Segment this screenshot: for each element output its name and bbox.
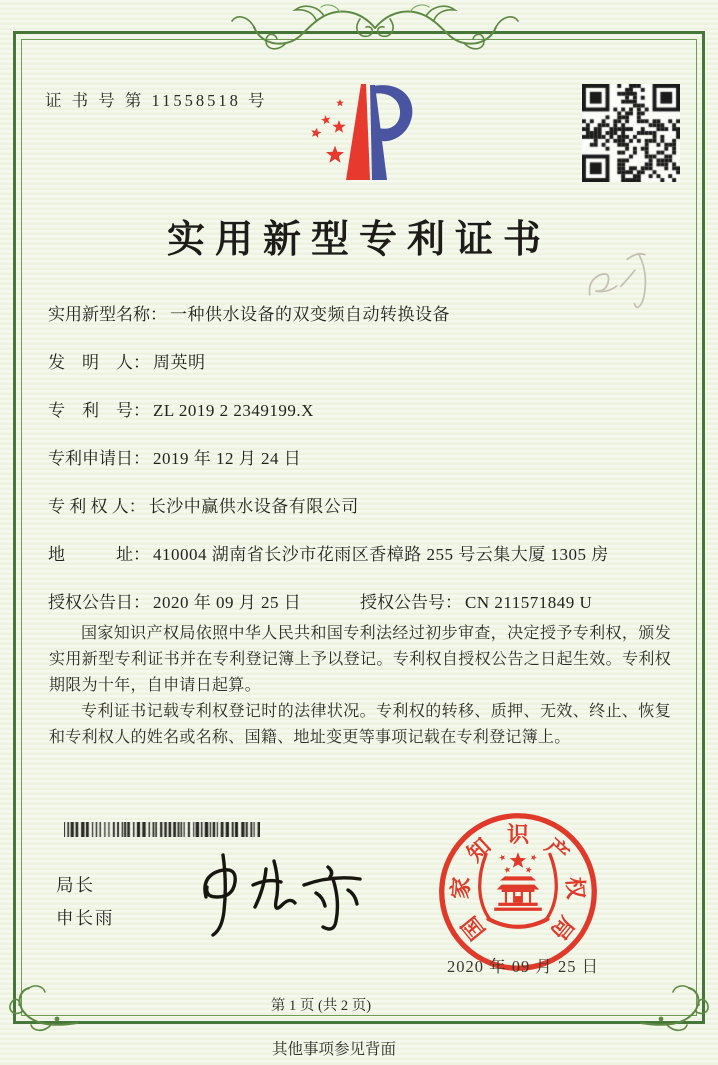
field-row-address <box>48 540 672 564</box>
seal-char: 产 <box>540 833 574 867</box>
grant-no-label: 授权公告号： <box>360 593 462 612</box>
back-note: 其他事项参见背面 <box>271 1041 396 1058</box>
seal-char: 知 <box>462 833 496 867</box>
field-label: 地 址： <box>48 545 150 564</box>
certificate-title: 实用新型专利证书 <box>166 219 551 261</box>
bottom-right-flourish-ornament <box>639 983 713 1043</box>
field-value: ZL 2019 2 2349199.X <box>153 401 314 420</box>
field-label: 专利申请日： <box>48 449 150 468</box>
field-row-inventor <box>48 348 672 372</box>
field-value: 一种供水设备的双变频自动转换设备 <box>170 305 450 324</box>
field-label: 实用新型名称： <box>48 305 167 324</box>
qr-code <box>582 84 680 182</box>
field-value: 长沙中赢供水设备有限公司 <box>148 497 359 516</box>
field-row-patent-no <box>48 396 672 420</box>
body-paragraph-2: 专利证书记载专利权登记时的法律状况。专利权的转移、质押、无效、终止、恢复和专利权人的姓名或名称、国籍、地址变更等事项记载在专利登记簿上。 <box>49 703 671 746</box>
certificate-number: 证 书 号 第 11558518 号 <box>45 91 268 110</box>
signer-name: 申长雨 <box>56 908 115 928</box>
field-value: 2019 年 12 月 24 日 <box>153 449 302 468</box>
page-number: 第 1 页 (共 2 页) <box>270 998 372 1014</box>
grant-date-value: 2020 年 09 月 25 日 <box>153 593 302 612</box>
field-row-name <box>48 300 672 324</box>
legal-text-section <box>49 621 671 751</box>
seal-date: 2020 年 09 月 25 日 <box>446 957 600 976</box>
field-value: 410004 湖南省长沙市花雨区香樟路 255 号云集大厦 1305 房 <box>153 545 609 564</box>
field-row-filing-date <box>48 444 672 468</box>
field-row-patentee <box>48 492 672 516</box>
signature-icon <box>192 845 370 937</box>
grant-date-label: 授权公告日： <box>48 593 150 612</box>
grant-no-value: CN 211571849 U <box>465 593 593 612</box>
field-label: 专 利 权 人： <box>48 497 146 516</box>
seal-char: 局 <box>545 911 580 945</box>
fields-section <box>48 300 672 636</box>
official-seal-icon <box>436 810 600 974</box>
seal-char: 识 <box>506 822 530 848</box>
seal-char: 家 <box>447 876 475 900</box>
seal-char: 权 <box>561 876 589 900</box>
cnipa-logo-icon <box>300 82 420 184</box>
field-row-grant <box>48 588 672 612</box>
national-emblem-icon <box>480 852 557 927</box>
signer-title: 局长 <box>56 875 95 895</box>
field-value: 周英明 <box>153 353 206 372</box>
field-label: 专 利 号： <box>48 401 150 420</box>
field-label: 发 明 人： <box>48 353 150 372</box>
barcode <box>64 822 260 837</box>
grant-no-group <box>360 588 592 613</box>
top-flourish-ornament <box>228 2 522 56</box>
seal-char: 国 <box>456 911 491 945</box>
body-paragraph-1: 国家知识产权局依照中华人民共和国专利法经过初步审查，决定授予专利权，颁发实用新型专利证书并在专利登记簿上予以登记。专利权自授权公告之日起生效。专利权期限为十年，自申请日起算。 <box>49 625 671 694</box>
